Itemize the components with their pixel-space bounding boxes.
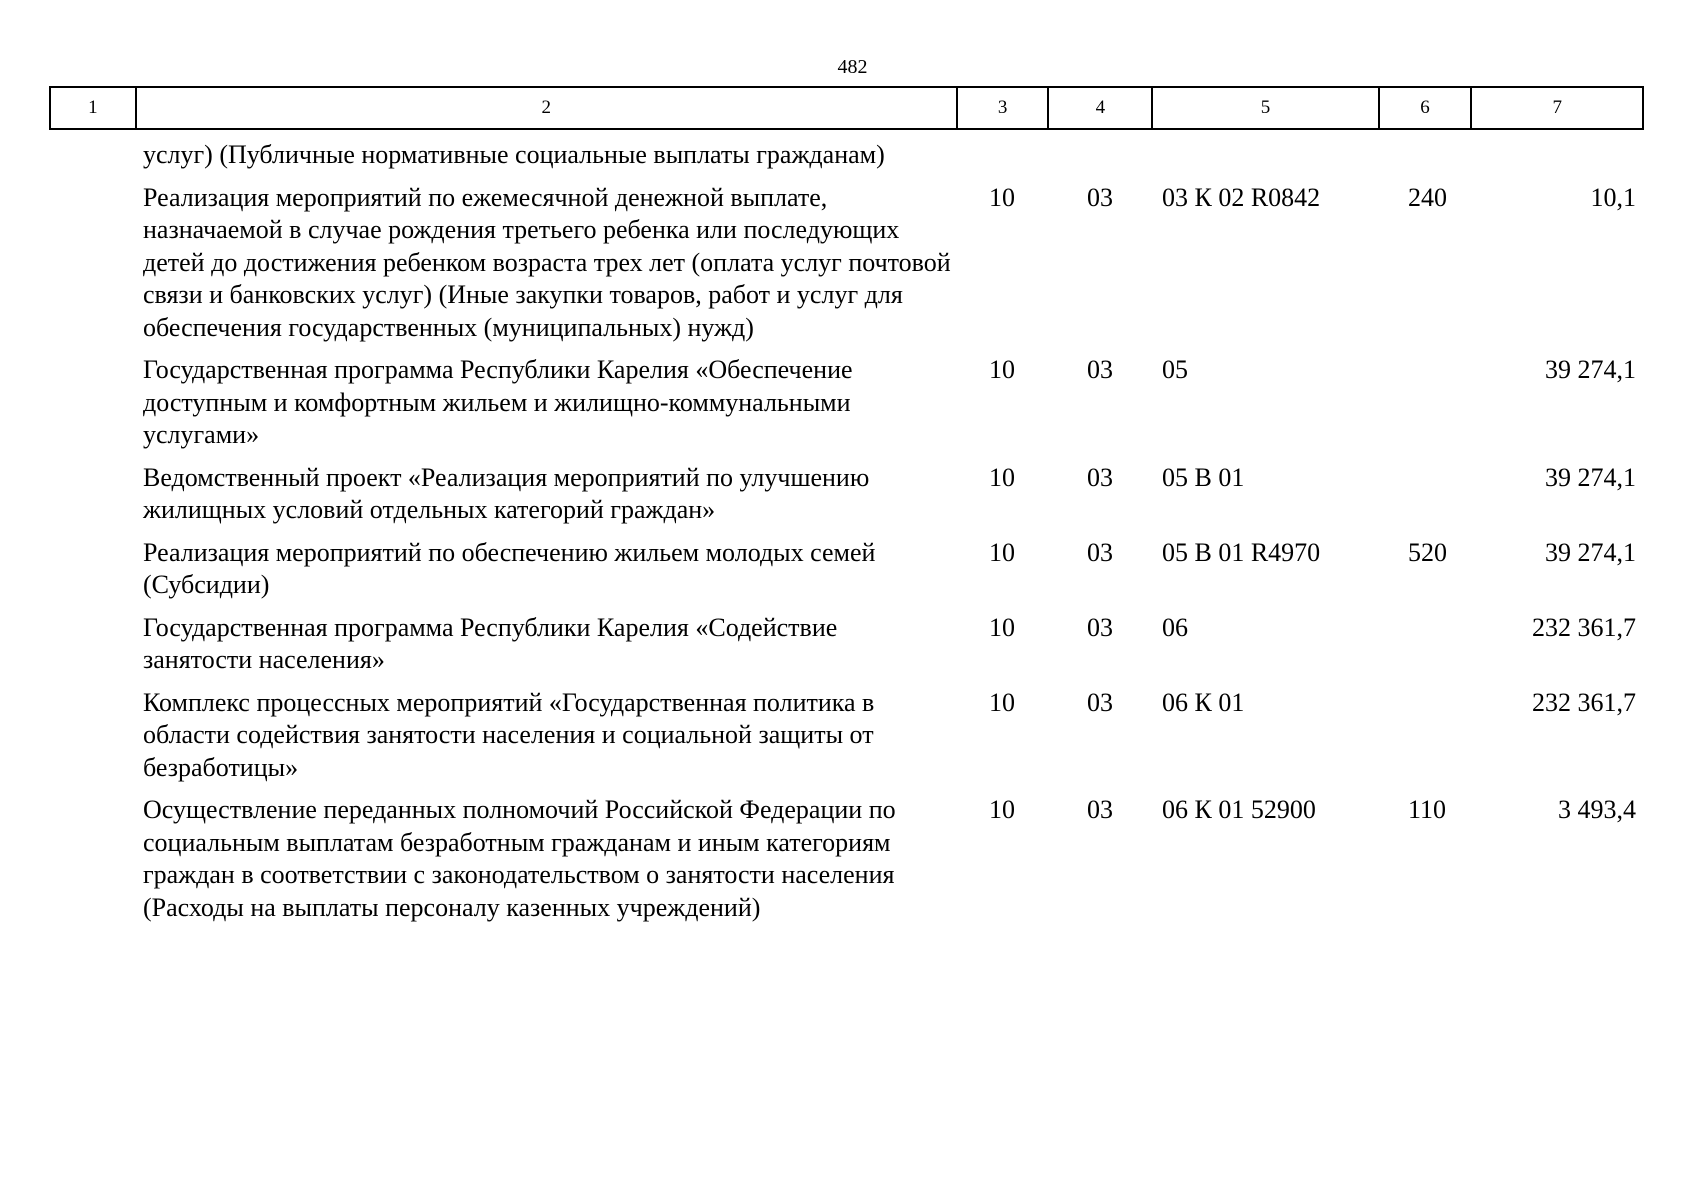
section-code: 10 (989, 182, 1015, 212)
table-row (49, 182, 1644, 345)
row-blank-cell (49, 182, 135, 345)
amount (1474, 139, 1644, 172)
subsection-code: 03 (1087, 182, 1113, 212)
table-row (49, 462, 1644, 527)
section-code: 10 (989, 537, 1015, 567)
expense-type-code (1381, 139, 1474, 172)
header-col-7: 7 (1552, 97, 1562, 118)
row-blank-cell (49, 462, 135, 527)
expense-name: Государственная программа Республики Карелия «Обеспечение доступным и комфортным жильем и жилищно-коммунальными услугами» (143, 355, 853, 449)
subsection-code: 03 (1087, 537, 1113, 567)
row-blank-cell (49, 537, 135, 602)
amount: 10,1 (1590, 182, 1636, 212)
amount: 232 361,7 (1532, 612, 1636, 642)
expense-type-code (1381, 462, 1474, 527)
expense-name: Осуществление переданных полномочий Российской Федерации по социальным выплатам безработным гражданам и иным категориям граждан в соответствии с законодательством о занятости населения (Расходы на выплаты персоналу казенных учреждений) (143, 795, 896, 922)
header-col-3: 3 (958, 88, 1050, 128)
section-code: 10 (989, 355, 1015, 384)
section-code: 10 (989, 612, 1015, 642)
expense-name: Реализация мероприятий по обеспечению жильем молодых семей (Субсидии) (143, 537, 876, 599)
row-blank-cell (49, 354, 135, 452)
subsection-code: 03 (1087, 355, 1113, 384)
subsection-code (1050, 139, 1154, 172)
row-blank-cell (49, 687, 135, 785)
section-code: 10 (989, 795, 1015, 824)
section-code (958, 139, 1050, 172)
expense-name: Комплекс процессных мероприятий «Государственная политика в области содействия занятости населения и социальной защиты от безработицы» (143, 687, 875, 782)
expense-name: Реализация мероприятий по ежемесячной денежной выплате, назначаемой в случае рождения третьего ребенка или последующих детей до достижения ребенком возраста трех лет (оплата услуг почтовой связи и банковских услуг) (Иные закупки товаров, работ и услуг для обеспечения государственных (муниципальных) нужд) (143, 182, 951, 342)
expense-type-code (1381, 354, 1474, 452)
row-blank-cell (49, 612, 135, 677)
subsection-code: 03 (1087, 795, 1113, 824)
table-header (49, 86, 1644, 130)
header-col-4: 4 (1049, 88, 1153, 128)
page-number: 482 (837, 56, 868, 78)
target-article-code: 03 К 02 R0842 (1162, 182, 1321, 212)
amount: 39 274,1 (1545, 537, 1636, 567)
table-row (49, 794, 1644, 924)
expense-type-code (1381, 612, 1474, 677)
section-code: 10 (989, 462, 1015, 492)
expense-type-code: 520 (1408, 537, 1447, 567)
target-article-code: 06 (1162, 612, 1188, 642)
expense-type-code (1381, 687, 1474, 785)
subsection-code: 03 (1087, 462, 1113, 492)
expense-type-code: 110 (1408, 795, 1447, 824)
amount: 232 361,7 (1532, 687, 1636, 717)
amount: 39 274,1 (1545, 355, 1636, 384)
row-blank-cell (49, 139, 135, 172)
target-article-code: 05 В 01 R4970 (1162, 537, 1321, 567)
header-col-6: 6 (1380, 88, 1473, 128)
expense-type-code: 240 (1408, 182, 1447, 212)
header-col-5: 5 (1153, 88, 1379, 128)
table-row (49, 354, 1644, 452)
expense-name: Государственная программа Республики Карелия «Содействие занятости населения» (143, 612, 838, 674)
target-article-code: 06 К 01 52900 (1162, 795, 1316, 824)
amount: 3 493,4 (1558, 795, 1636, 824)
expense-name: услуг) (Публичные нормативные социальные выплаты гражданам) (143, 140, 885, 169)
subsection-code: 03 (1087, 612, 1113, 642)
section-code: 10 (989, 687, 1015, 717)
budget-table (49, 86, 1644, 924)
subsection-code: 03 (1087, 687, 1113, 717)
target-article-code: 06 К 01 (1162, 687, 1245, 717)
target-article-code: 05 (1162, 355, 1188, 384)
table-row (49, 537, 1644, 602)
table-row (49, 687, 1644, 785)
amount: 39 274,1 (1545, 462, 1636, 492)
row-blank-cell (49, 794, 135, 924)
target-article-code (1154, 139, 1381, 172)
expense-name: Ведомственный проект «Реализация мероприятий по улучшению жилищных условий отдельных категорий граждан» (143, 462, 870, 524)
header-col-2: 2 (137, 88, 958, 128)
table-row (49, 139, 1644, 172)
table-row (49, 612, 1644, 677)
header-col-1: 1 (51, 88, 137, 128)
target-article-code: 05 В 01 (1162, 462, 1245, 492)
